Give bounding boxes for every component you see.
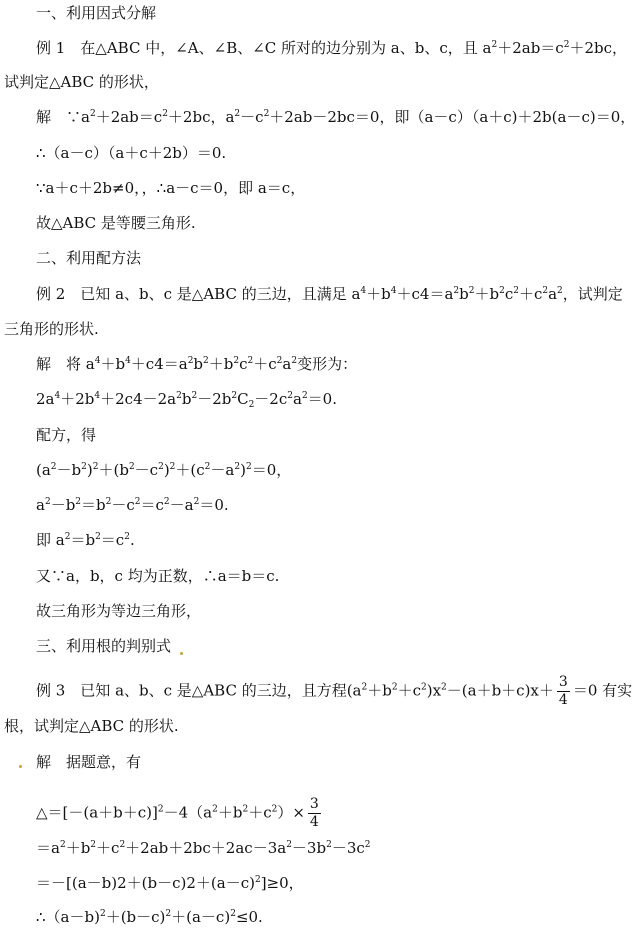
text-run: ＋c4＝a (396, 285, 454, 303)
superscript: 2 (301, 391, 308, 401)
text-run: ＋b (208, 355, 234, 373)
text-run: 解 ∵a (36, 108, 90, 126)
text-run: 一、利用因式分解 (36, 4, 157, 22)
superscript: 2 (513, 286, 519, 296)
superscript: 2 (271, 804, 278, 815)
superscript: 2 (245, 462, 252, 472)
example-1-solution-line-3 (36, 178, 305, 198)
text-run: ＋2b (60, 390, 95, 408)
example-3-solution-line-1 (36, 752, 141, 772)
superscript: 2 (50, 462, 57, 472)
text-run: ＝b (70, 531, 96, 549)
section-heading-discriminant (36, 636, 171, 656)
superscript: 2 (44, 497, 51, 507)
text-run: ＝c (140, 496, 164, 514)
subscript: 2 (248, 400, 255, 410)
superscript: 4 (390, 286, 397, 296)
text-run: ＝b (81, 496, 106, 514)
superscript: 2 (163, 497, 170, 507)
text-run: －c (240, 108, 264, 126)
text-run: 变形为： (297, 355, 358, 373)
text-run: △＝[－(a＋b＋c)] (36, 803, 158, 822)
superscript: 4 (360, 286, 367, 296)
superscript: 2 (286, 840, 292, 850)
superscript: 2 (254, 875, 261, 885)
example-1-solution-line-1 (36, 107, 635, 127)
text-run: c (504, 285, 514, 303)
text-run: 即 a (36, 531, 65, 549)
text-run: C (237, 390, 249, 408)
superscript: 2 (119, 840, 126, 850)
superscript: 2 (441, 682, 447, 693)
text-run: ＋b (366, 285, 391, 303)
superscript: 2 (193, 497, 200, 507)
superscript: 2 (90, 840, 97, 850)
example-1-question-line-2 (4, 72, 159, 92)
example-1-conclusion (36, 213, 196, 233)
text-run: b (181, 390, 192, 408)
superscript: 2 (499, 286, 505, 296)
text-run: 4 (558, 692, 568, 708)
text-run: 4 (309, 814, 319, 830)
superscript: 2 (204, 462, 211, 472)
text-run: )x (426, 681, 442, 700)
text-run: ＋2ab＝c (95, 108, 163, 126)
text-run: ＋(b (98, 461, 129, 479)
example-2-question-line-1 (36, 284, 623, 304)
superscript: 2 (453, 286, 460, 296)
text-run: 3 (309, 796, 319, 812)
superscript: 2 (157, 804, 164, 815)
superscript: 2 (233, 356, 240, 366)
example-2-solution-line-5 (36, 495, 229, 515)
example-2-conclusion (36, 601, 201, 621)
text-run: a (292, 390, 302, 408)
superscript: 2 (75, 497, 82, 507)
text-run: 例 1 在△ABC 中，∠A、∠B、∠C 所对的边分别为 a、b、c，且 a (36, 39, 492, 57)
superscript: 2 (124, 532, 130, 542)
text-run: ＋c (397, 681, 421, 700)
text-run: 故△ABC 是等腰三角形. (36, 214, 196, 232)
superscript: 2 (391, 682, 398, 693)
example-2-solution-line-7 (36, 566, 279, 586)
superscript: 4 (94, 356, 101, 366)
stray-mark (19, 765, 22, 768)
text-run: ＋b (100, 355, 126, 373)
superscript: 2 (162, 109, 168, 119)
text-run: ＋2bc， (569, 39, 627, 57)
text-run: －(a＋b＋c)x＋ (446, 681, 554, 700)
example-2-solution-line-1 (36, 354, 357, 374)
text-run: ∵a＋c＋2b≠0，，∴a－c＝0，即 a＝c， (36, 179, 306, 197)
example-2-solution-line-6 (36, 530, 135, 550)
superscript: 2 (291, 356, 298, 366)
superscript: 2 (468, 286, 475, 296)
text-run: ＋b (474, 285, 500, 303)
text-run: －c (111, 496, 135, 514)
superscript: 2 (231, 391, 238, 401)
text-run: －b (50, 496, 76, 514)
example-1-question-line-1 (36, 38, 627, 58)
text-run: ＝0. (199, 496, 229, 514)
text-run: ＝c (100, 531, 125, 549)
text-run: 配方，得 (36, 426, 97, 444)
text-run: 解 将 a (36, 355, 95, 373)
superscript: 2 (212, 804, 218, 815)
text-run: ＋b (217, 803, 243, 822)
text-run: －c (134, 461, 159, 479)
fraction-three-quarters (308, 796, 321, 831)
superscript: 2 (203, 356, 209, 366)
text-run: －4（a (163, 803, 213, 822)
superscript: 2 (563, 40, 570, 50)
superscript: 2 (105, 497, 112, 507)
superscript: 2 (158, 462, 164, 472)
text-run: ＋2bc，a (167, 108, 235, 126)
text-run: ＋b (65, 839, 91, 857)
superscript: 2 (491, 40, 498, 50)
text-run: 试判定△ABC 的形状， (4, 73, 159, 91)
text-run: b (459, 285, 469, 303)
text-run: ＋(a－c) (171, 908, 231, 926)
superscript: 2 (234, 109, 241, 119)
text-run: ＝0， (251, 461, 292, 479)
superscript: 4 (54, 391, 61, 401)
text-run: ，试判定 (562, 285, 623, 303)
text-run: －2b (197, 390, 232, 408)
text-run: ＋c (248, 803, 272, 822)
text-run: 三、利用根的判别式 (36, 637, 172, 655)
example-3-solution-line-5 (36, 907, 263, 927)
section-heading-factorization (36, 3, 156, 23)
text-run: ＋2ab＋2bc＋2ac－3a (125, 839, 287, 857)
text-run: 根，试判定△ABC 的形状. (4, 717, 179, 735)
text-run: －2c (254, 390, 288, 408)
text-run: 又∵a，b，c 均为正数，∴a＝b＝c. (36, 567, 280, 585)
superscript: 2 (187, 356, 194, 366)
text-run: －3c (331, 839, 365, 857)
superscript: 2 (247, 356, 254, 366)
text-run: ＝－[(a－b)2＋(b－c)2＋(a－c) (36, 874, 255, 892)
superscript: 2 (234, 462, 241, 472)
superscript: 2 (191, 391, 198, 401)
section-heading-completing-square (36, 248, 141, 268)
superscript: 2 (92, 462, 99, 472)
superscript: 2 (542, 286, 549, 296)
text-run: c (239, 355, 248, 373)
text-run: ∴（a－c）（a＋c＋2b）＝0. (36, 144, 227, 162)
stray-mark (180, 652, 183, 655)
text-run: 例 2 已知 a、b、c 是△ABC 的三边，且满足 a (36, 285, 361, 303)
superscript: 2 (263, 109, 270, 119)
superscript: 2 (242, 804, 249, 815)
superscript: 2 (276, 356, 283, 366)
example-3-question-line-2 (4, 716, 179, 736)
example-3-question-line-1 (36, 674, 633, 708)
text-run: ＋c (253, 355, 277, 373)
superscript: 2 (364, 840, 371, 850)
text-run: ＋c (518, 285, 543, 303)
text-run: 解 据题意，有 (36, 753, 142, 771)
text-run: ＋c (96, 839, 120, 857)
text-run: 三角形的形状. (4, 320, 99, 338)
superscript: 2 (128, 462, 135, 472)
text-run: ) (163, 461, 170, 479)
example-2-solution-line-2 (36, 389, 337, 409)
text-run: －a (210, 461, 235, 479)
example-2-question-line-2 (4, 319, 99, 339)
text-run: a (282, 355, 292, 373)
example-2-solution-line-3 (36, 425, 96, 445)
text-run: ＋b (367, 681, 392, 700)
text-run: ＝0 有实 (572, 681, 633, 700)
text-run: ＋(c (175, 461, 205, 479)
text-run: －a (169, 496, 194, 514)
text-run: b (193, 355, 204, 373)
superscript: 2 (169, 462, 176, 472)
fraction-three-quarters (557, 674, 570, 709)
text-run: ]≥0， (260, 874, 304, 892)
example-1-solution-line-2 (36, 143, 226, 163)
text-run: ≤0. (235, 908, 263, 926)
text-run: a (36, 496, 45, 514)
superscript: 2 (287, 391, 293, 401)
text-run: (a (36, 461, 51, 479)
text-run: 故三角形为等边三角形， (36, 602, 202, 620)
text-run: a (548, 285, 558, 303)
superscript: 2 (81, 462, 87, 472)
text-run: ) (86, 461, 93, 479)
superscript: 2 (326, 840, 332, 850)
superscript: 2 (89, 109, 96, 119)
text-run: ＝a (36, 839, 60, 857)
example-3-solution-line-4 (36, 873, 304, 893)
superscript: 2 (134, 497, 141, 507)
text-run: ∴（a－b) (36, 908, 100, 926)
text-run: －3b (291, 839, 327, 857)
superscript: 2 (361, 682, 368, 693)
text-run: 例 3 已知 a、b、c 是△ABC 的三边，且方程(a (36, 681, 362, 700)
example-3-solution-line-3 (36, 838, 371, 858)
superscript: 2 (99, 909, 106, 919)
superscript: 4 (125, 356, 131, 366)
example-3-solution-line-2 (36, 796, 324, 830)
text-run: 3 (558, 674, 568, 690)
superscript: 2 (557, 286, 563, 296)
superscript: 4 (94, 391, 101, 401)
superscript: 2 (95, 532, 101, 542)
superscript: 2 (59, 840, 66, 850)
text-run: 二、利用配方法 (36, 249, 142, 267)
text-run: ) (240, 461, 246, 479)
text-run: . (129, 531, 135, 549)
text-run: ＋2c4－2a (100, 390, 177, 408)
text-run: ＝0. (307, 390, 337, 408)
example-2-solution-line-4 (36, 460, 291, 480)
superscript: 2 (64, 532, 71, 542)
text-run: ＋c4＝a (130, 355, 188, 373)
text-run: ＋2ab＝c (497, 39, 564, 57)
text-run: ）× (277, 803, 305, 822)
text-run: ＋2ab－2bc＝0，即（a－c）（a＋c)＋2b(a－c)＝0， (269, 108, 636, 126)
text-run: －b (56, 461, 82, 479)
text-run: ＋(b－c) (105, 908, 166, 926)
superscript: 2 (230, 909, 236, 919)
superscript: 2 (176, 391, 182, 401)
superscript: 2 (421, 682, 427, 693)
text-run: 2a (36, 390, 55, 408)
superscript: 2 (165, 909, 172, 919)
